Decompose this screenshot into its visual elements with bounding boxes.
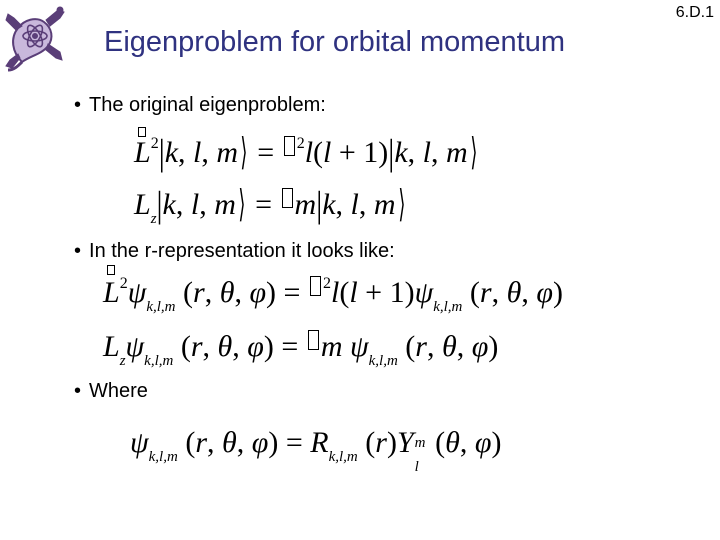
bullet-marker: • xyxy=(74,380,82,402)
gecko-logo-icon xyxy=(2,2,68,72)
bullet-text: In the r-representation it looks like: xyxy=(89,240,395,262)
equation-L2-eigen: $L^2|k$, l, m⟩ = $^2$l(l + 1)|k, l, m⟩ xyxy=(134,130,478,175)
equation-L2-wavefunction: $L^2\psi_{k,l,m}$ (r, θ, $\varphi) = ^2l(l + 1)\psi_{k,l,m}$ (r, θ, φ) xyxy=(103,275,563,315)
bullet-original-eigenproblem xyxy=(74,94,326,117)
bullet-text: The original eigenproblem: xyxy=(89,94,326,116)
equation-Lz-eigen: $L_z|k$, l, m⟩ = m|k, l, m⟩ xyxy=(134,182,405,227)
slide-title: Eigenproblem for orbital momentum xyxy=(104,26,565,58)
slide-number: 6.D.1 xyxy=(675,4,714,21)
bullet-r-representation xyxy=(74,240,395,263)
bullet-marker: • xyxy=(74,240,82,262)
equation-separation: $\psi_{k,l,m}$ (r, θ, $\varphi) = R_{k,l,m}$ (r)Y m l (θ, φ) xyxy=(130,426,502,475)
equation-Lz-wavefunction: $L_z\psi_{k,l,m}$ (r, θ, φ) = m $\psi_{k,l,m}$ (r, θ, φ) xyxy=(103,330,499,369)
bullet-where xyxy=(74,380,148,403)
bullet-text: Where xyxy=(89,380,148,402)
bullet-marker: • xyxy=(74,94,82,116)
